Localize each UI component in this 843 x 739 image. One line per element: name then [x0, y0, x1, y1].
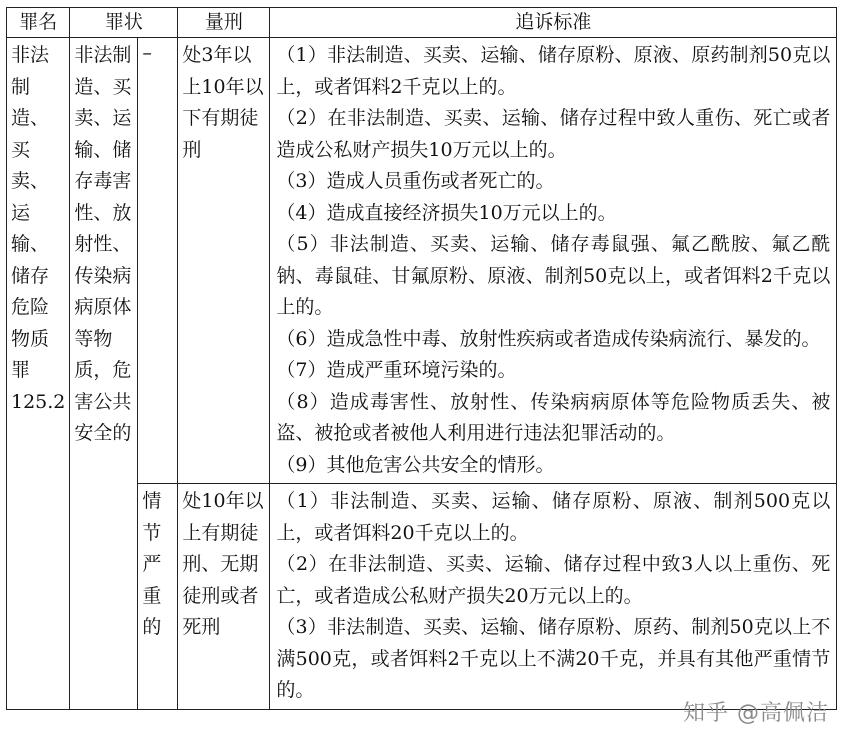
sentence-cell: 处3年以上10年以下有期徒刑	[178, 38, 270, 484]
crime-conduct-cell: 非法制造、买卖、运输、储存毒害性、放射性、传染病病原体等物质，危害公共安全的	[70, 38, 138, 710]
standard-item: （3）非法制造、买卖、运输、储存原粉、原药、制剂50克以上不满500克，或者饵料2千克以上不满20千克，并具有其他严重情节的。	[276, 616, 831, 701]
sentence-cell: 处10年以上有期徒刑、无期徒刑或者死刑	[178, 484, 270, 710]
standards-cell	[270, 38, 837, 484]
standard-item: （6）造成急性中毒、放射性疾病或者造成传染病流行、暴发的。	[276, 327, 821, 350]
standards-cell	[270, 484, 837, 710]
header-row	[7, 8, 837, 38]
watermark: 知乎 @高佩洁	[683, 701, 829, 726]
standard-item: （4）造成直接经济损失10万元以上的。	[276, 201, 617, 224]
crime-name-cell: 非法制造、买卖、运输、储存危险物质罪125.2	[7, 38, 70, 710]
table-row	[7, 38, 837, 484]
legal-standards-table	[6, 7, 837, 710]
header-crime-conduct: 罪状	[70, 8, 178, 38]
header-crime-name: 罪名	[7, 8, 70, 38]
standard-item: （3）造成人员重伤或者死亡的。	[276, 170, 555, 192]
standard-item: （9）其他危害公共安全的情形。	[276, 453, 555, 476]
circumstance-cell: –	[138, 38, 178, 484]
standard-item: （2）在非法制造、买卖、运输、储存过程中致人重伤、死亡或者造成公私财产损失10万元以上的。	[276, 107, 831, 161]
standard-item: （5）非法制造、买卖、运输、储存毒鼠强、氟乙酰胺、氟乙酰钠、毒鼠硅、甘氟原粉、原液、制剂50克以上，或者饵料2千克以上的。	[276, 233, 831, 318]
standard-item: （8）造成毒害性、放射性、传染病病原体等危险物质丢失、被盗、被抢或者被他人利用进行违法犯罪活动的。	[276, 390, 831, 444]
standard-item: （1）非法制造、买卖、运输、储存原粉、原液、原药制剂50克以上，或者饵料2千克以上的。	[276, 44, 831, 98]
header-standards: 追诉标准	[270, 8, 837, 38]
standard-item: （1）非法制造、买卖、运输、储存原粉、原液、制剂500克以上，或者饵料20千克以上的。	[276, 490, 831, 544]
header-sentence: 量刑	[178, 8, 270, 38]
standard-item: （2）在非法制造、买卖、运输、储存过程中致3人以上重伤、死亡，或者造成公私财产损失20万元以上的。	[276, 553, 831, 607]
standard-item: （7）造成严重环境污染的。	[276, 359, 517, 381]
circumstance-cell: 情节严重的	[138, 484, 178, 710]
